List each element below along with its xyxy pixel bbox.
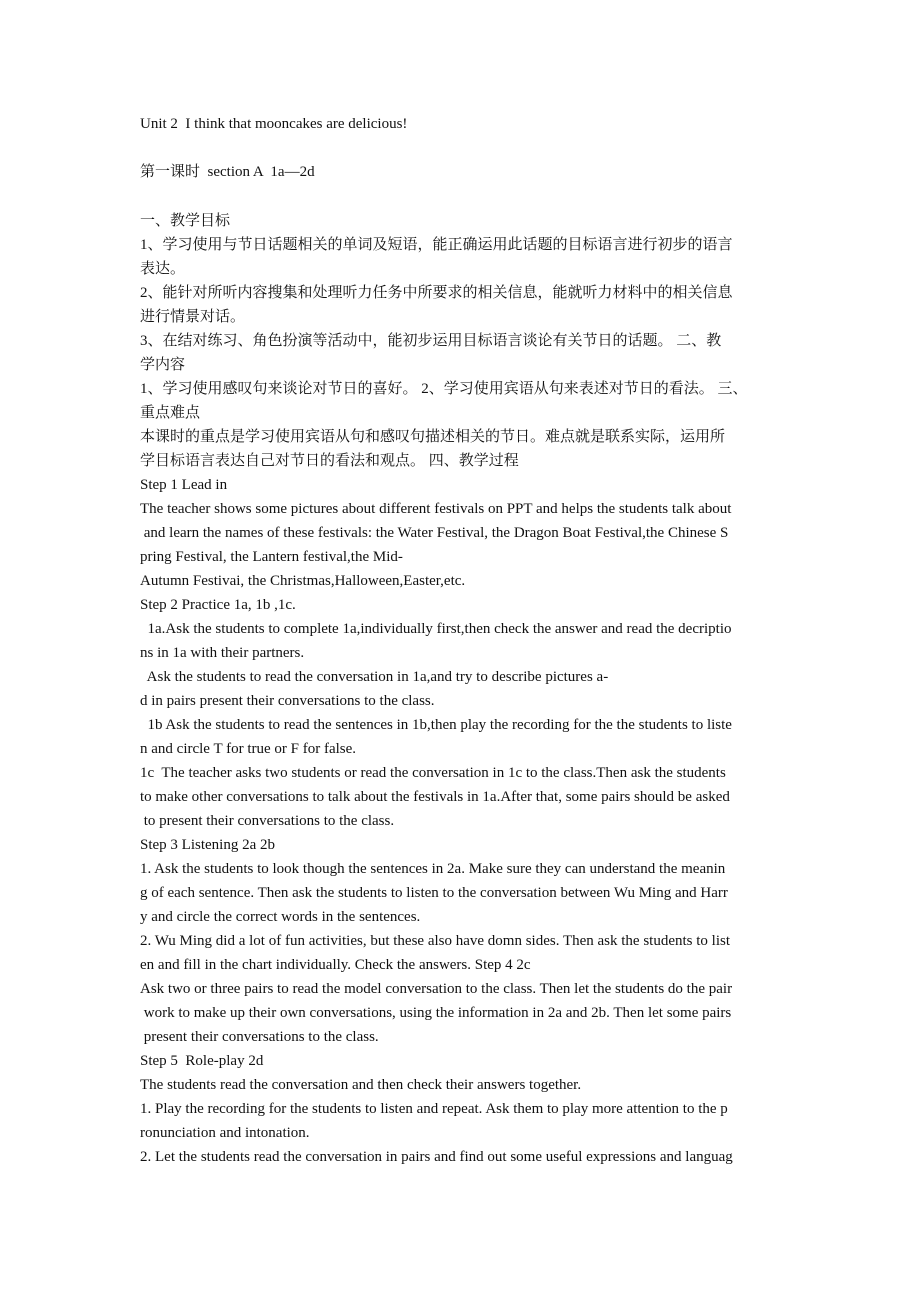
text-line: 1a.Ask the students to complete 1a,individually first,then check the answer and read the decriptio [140, 621, 732, 637]
section-heading: 一、教学目标 [140, 213, 231, 229]
step-heading: Step 3 Listening 2a 2b [140, 837, 275, 853]
text-line: n and circle T for true or F for false. [140, 741, 357, 757]
text-line: The students read the conversation and then check their answers together. [140, 1077, 582, 1093]
text-line: en and fill in the chart individually. Check the answers. Step 4 2c [140, 957, 531, 973]
text-line: d in pairs present their conversations to the class. [140, 693, 435, 709]
text-line: Autumn Festivai, the Christmas,Halloween,Easter,etc. [140, 573, 466, 589]
text-line: 1. Ask the students to look though the sentences in 2a. Make sure they can understand the meanin [140, 861, 726, 877]
text-line: present their conversations to the class. [140, 1029, 379, 1045]
text-line: 2、能针对所听内容搜集和处理听力任务中所要求的相关信息，能就听力材料中的相关信息 [140, 285, 733, 301]
text-line: 1b Ask the students to read the sentences in 1b,then play the recording for the the students to liste [140, 717, 732, 733]
text-line: The teacher shows some pictures about different festivals on PPT and helps the students talk about [140, 501, 732, 517]
text-line: 学内容 [140, 357, 186, 373]
text-line: 1. Play the recording for the students to listen and repeat. Ask them to play more attention to the p [140, 1101, 728, 1117]
text-line: g of each sentence. Then ask the students to listen to the conversation between Wu Ming and Harr [140, 885, 728, 901]
text-line: 3、在结对练习、角色扮演等活动中，能初步运用目标语言谈论有关节日的话题。 二、教 [140, 333, 722, 349]
text-line: y and circle the correct words in the sentences. [140, 909, 421, 925]
text-line: 进行情景对话。 [140, 309, 246, 325]
step-heading: Step 2 Practice 1a, 1b ,1c. [140, 597, 296, 613]
text-line: 重点难点 [140, 405, 201, 421]
lesson-heading: 第一课时 section A 1a—2d [140, 164, 315, 180]
text-line: ns in 1a with their partners. [140, 645, 305, 661]
text-line: 2. Wu Ming did a lot of fun activities, but these also have domn sides. Then ask the students to list [140, 933, 731, 949]
document-title: Unit 2 I think that mooncakes are delicious! [140, 116, 408, 132]
text-line: and learn the names of these festivals: the Water Festival, the Dragon Boat Festival,the Chinese S [140, 525, 729, 541]
text-line: to present their conversations to the class. [140, 813, 395, 829]
text-line: 2. Let the students read the conversation in pairs and find out some useful expressions and languag [140, 1149, 733, 1165]
text-line: 表达。 [140, 261, 186, 277]
text-line: 1c The teacher asks two students or read the conversation in 1c to the class.Then ask the students [140, 765, 726, 781]
text-line: 本课时的重点是学习使用宾语从句和感叹句描述相关的节日。难点就是联系实际，运用所 [140, 429, 726, 445]
text-line: 学目标语言表达自己对节日的看法和观点。 四、教学过程 [140, 453, 519, 469]
text-line: 1、学习使用与节日话题相关的单词及短语，能正确运用此话题的目标语言进行初步的语言 [140, 237, 733, 253]
text-line: work to make up their own conversations, using the information in 2a and 2b. Then let some pairs [140, 1005, 732, 1021]
text-line: Ask two or three pairs to read the model conversation to the class. Then let the students do the pair [140, 981, 733, 997]
step-heading: Step 1 Lead in [140, 477, 228, 493]
text-line: Ask the students to read the conversation in 1a,and try to describe pictures a- [140, 669, 609, 685]
text-line: ronunciation and intonation. [140, 1125, 310, 1141]
text-line: to make other conversations to talk about the festivals in 1a.After that, some pairs should be asked [140, 789, 730, 805]
step-heading: Step 5 Role-play 2d [140, 1053, 264, 1069]
text-line: pring Festival, the Lantern festival,the Mid- [140, 549, 403, 565]
text-line: 1、学习使用感叹句来谈论对节日的喜好。 2、学习使用宾语从句来表述对节日的看法。 三、 [140, 381, 748, 397]
